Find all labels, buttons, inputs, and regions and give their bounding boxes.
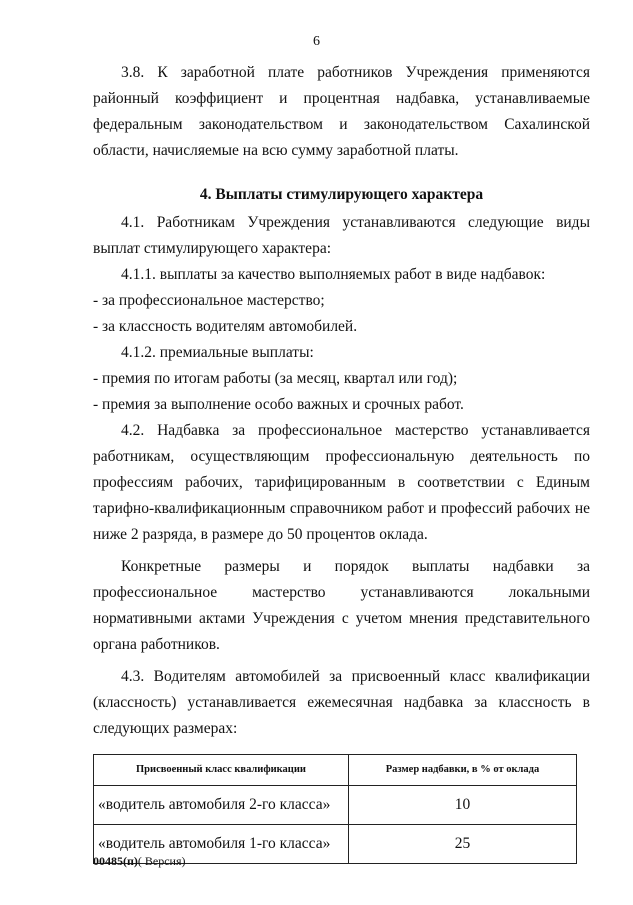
table-cell-class: «водитель автомобиля 1-го класса»	[94, 825, 349, 864]
table-header-class: Присвоенный класс квалификации	[94, 755, 349, 786]
table-cell-rate: 10	[349, 786, 577, 825]
table-header-row	[94, 755, 577, 786]
list-item: - за классность водителям автомобилей.	[93, 318, 358, 335]
table-row	[94, 786, 577, 825]
qualification-table	[93, 754, 577, 864]
paragraph-3-8: 3.8. К заработной плате работников Учреждения применяются районный коэффициент и процентная надбавка, устанавливаемые федеральным законодательством и законодательством Сахалинской области, начисляемые на всю сумму заработной платы.	[93, 64, 590, 159]
list-item: - премия по итогам работы (за месяц, квартал или год);	[93, 370, 458, 387]
paragraph-4-3: 4.3. Водителям автомобилей за присвоенный класс квалификации (классность) устанавливается ежемесячная надбавка за классность в следующих размерах:	[93, 668, 590, 737]
section-heading: 4. Выплаты стимулирующего характера	[199, 186, 484, 203]
paragraph-4-1-1: 4.1.1. выплаты за качество выполняемых работ в виде надбавок:	[121, 266, 546, 283]
document-code: 00485(п)	[93, 854, 138, 868]
list-item: - за профессиональное мастерство;	[93, 292, 325, 309]
paragraph-4-1-2: 4.1.2. премиальные выплаты:	[121, 344, 314, 361]
page-number: 6	[313, 34, 320, 49]
table-cell-rate: 25	[349, 825, 577, 864]
table-cell-class: «водитель автомобиля 2-го класса»	[94, 786, 349, 825]
paragraph-4-1: 4.1. Работникам Учреждения устанавливаются следующие виды выплат стимулирующего характера:	[93, 214, 590, 257]
paragraph-4-2: 4.2. Надбавка за профессиональное мастерство устанавливается работникам, осуществляющим профессиональную деятельность по профессиям рабочих, тарифицированным в соответствии с Единым тарифно-квалификационным справочником работ и профессий рабочих не ниже 2 разряда, в размере до 50 процентов оклада.	[93, 422, 590, 543]
document-body	[93, 60, 590, 864]
list-item: - премия за выполнение особо важных и срочных работ.	[93, 396, 464, 413]
table-header-rate: Размер надбавки, в % от оклада	[349, 755, 577, 786]
document-version: ( Версия)	[137, 854, 186, 868]
document-footer	[93, 853, 186, 869]
paragraph-4-2-details: Конкретные размеры и порядок выплаты надбавки за профессиональное мастерство устанавливаются локальными нормативными актами Учреждения с учетом мнения представительного органа работников.	[93, 558, 590, 653]
